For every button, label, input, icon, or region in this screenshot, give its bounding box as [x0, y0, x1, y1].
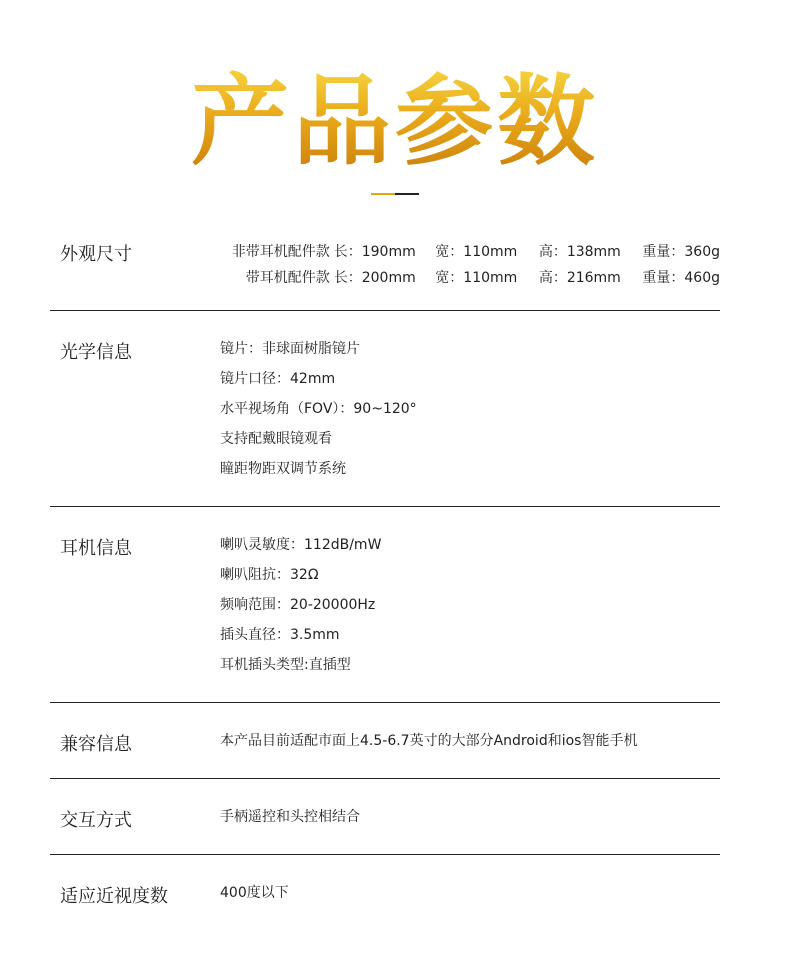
underline-gold-segment	[371, 193, 395, 195]
weight-value: 重量：460g	[642, 270, 720, 286]
length-value: 长：190mm	[333, 244, 416, 260]
section-label: 交互方式	[60, 810, 132, 831]
divider	[50, 702, 720, 703]
width-value: 宽：110mm	[435, 244, 518, 260]
height-value: 高：138mm	[538, 244, 621, 260]
list-item: 镜片：非球面树脂镜片	[220, 341, 360, 357]
divider	[50, 506, 720, 507]
height-value: 高：216mm	[538, 270, 621, 286]
section-myopia	[50, 878, 720, 918]
section-label: 耳机信息	[60, 538, 132, 559]
list-item: 支持配戴眼镜观看	[220, 431, 332, 447]
list-item: 瞳距物距双调节系统	[220, 461, 346, 477]
list-item: 耳机插头类型:直插型	[220, 657, 351, 673]
section-label: 兼容信息	[60, 734, 132, 755]
table-row	[220, 238, 720, 264]
section-compatibility	[50, 726, 720, 766]
weight-value: 重量：360g	[642, 244, 720, 260]
list-item: 水平视场角（FOV）：90~120°	[220, 401, 417, 417]
table-row	[220, 264, 720, 290]
length-value: 长：200mm	[333, 270, 416, 286]
compatibility-text: 本产品目前适配市面上4.5-6.7英寸的大部分Android和ios智能手机	[220, 733, 638, 749]
underline-dark-segment	[395, 193, 419, 195]
list-item: 频响范围：20-20000Hz	[220, 597, 376, 613]
divider	[50, 778, 720, 779]
list-item: 喇叭阻抗：32Ω	[220, 567, 319, 583]
divider	[50, 854, 720, 855]
headphones-list	[220, 530, 381, 680]
divider	[50, 310, 720, 311]
model-name: 非带耳机配件款	[231, 244, 330, 260]
model-name: 带耳机配件款	[245, 270, 330, 286]
dimensions-table	[220, 238, 720, 290]
list-item: 插头直径：3.5mm	[220, 627, 340, 643]
section-headphones	[50, 530, 720, 680]
title-underline	[371, 193, 419, 195]
section-interaction	[50, 802, 720, 842]
section-label: 外观尺寸	[60, 244, 132, 265]
section-label: 光学信息	[60, 342, 132, 363]
list-item: 镜片口径：42mm	[220, 371, 336, 387]
list-item: 喇叭灵敏度：112dB/mW	[220, 537, 382, 553]
page-title: 产品参数	[0, 62, 790, 182]
section-optics	[50, 334, 720, 484]
section-label: 适应近视度数	[60, 886, 168, 907]
myopia-text: 400度以下	[220, 885, 289, 901]
interaction-text: 手柄遥控和头控相结合	[220, 809, 360, 825]
section-dimensions	[50, 236, 720, 296]
dimensions-table-wrap	[220, 238, 720, 290]
width-value: 宽：110mm	[435, 270, 518, 286]
optics-list	[220, 334, 417, 484]
